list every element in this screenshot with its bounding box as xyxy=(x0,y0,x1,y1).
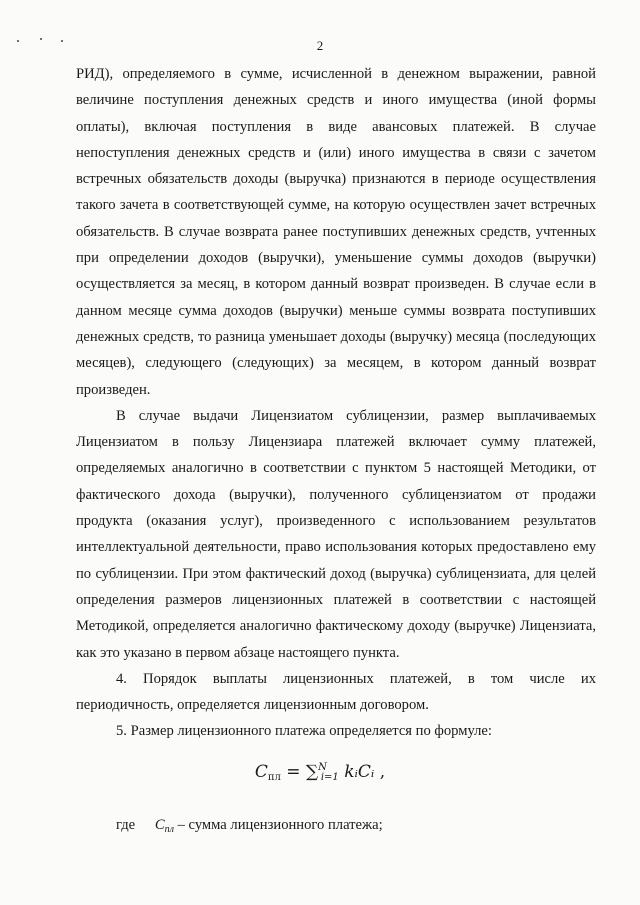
paragraph-item-5: 5. Размер лицензионного платежа определяется по формуле: xyxy=(116,723,492,740)
page-number: 2 xyxy=(316,38,324,53)
paragraph-item-4: 4. Порядок выплаты лицензионных платежей, в том числе их периодичность, определяется лицензионным договором. xyxy=(76,670,596,714)
definition-text: – сумма лицензионного платежа; xyxy=(177,817,383,833)
definition-symbol-subscript: пл xyxy=(164,824,174,835)
license-payment-formula xyxy=(0,762,640,783)
formula-equals: = xyxy=(286,762,301,782)
definition-symbol xyxy=(155,817,174,833)
formula-sum-lower: i=1 xyxy=(320,772,339,783)
formula-lhs-subscript: пл xyxy=(267,772,281,783)
definition-line xyxy=(116,817,383,835)
formula-lhs: C xyxy=(254,762,268,782)
paragraph-continuation: РИД), определяемого в сумме, исчисленной в денежном выражении, равной величине поступления денежных средств и иного имущества (иной формы оплаты), включая поступления в виде авансовых платежей. В случае непоступления денежных средств и (или) иного имущества в связи с зачетом встречных обязательств доходы (выручка) признаются в периоде осуществления такого зачета в соответствующей сумме, на которую осуществлен зачет встречных обязательств. В случае возврата ранее поступивших денежных средств, учтенных при определении доходов (выручки), уменьшение суммы доходов (выручки) осуществляется за месяц, в котором данный возврат произведен. В случае если в данном месяце сумма доходов (выручки) меньше суммы возврата поступивших денежных средств, то разница уменьшает доходы (выручку) месяца (последующих месяцев), следующего (следующих) за месяцем, в котором данный возврат произведен. xyxy=(76,66,596,398)
body-text xyxy=(76,61,596,745)
paragraph-sublicense: В случае выдачи Лицензиатом сублицензии, размер выплачиваемых Лицензиатом в пользу Лицензиара платежей включает сумму платежей, определяемых аналогично в соответствии с пунктом 5 настоящей Методики, от фактического дохода (выручки), полученного сублицензиатом от продажи продукта (оказания услуг), произведенного с использованием результатов интеллектуальной деятельности, право использования которых предоставлено ему по сублицензии. При этом фактический доход (выручка) сублицензиата, для целей определения размеров лицензионных платежей в соответствии с настоящей Методикой, определяется аналогично фактическому доходу (выручке) Лицензиата, как это указано в первом абзаце настоящего пункта. xyxy=(76,407,596,661)
definition-where: где xyxy=(116,817,136,833)
formula-sum-sign: ∑ xyxy=(305,762,319,782)
formula-term: kᵢCᵢ xyxy=(344,762,375,782)
definition-symbol-letter: C xyxy=(154,817,165,833)
formula-sum-upper: N xyxy=(318,762,327,773)
formula-trailing: , xyxy=(374,762,386,782)
